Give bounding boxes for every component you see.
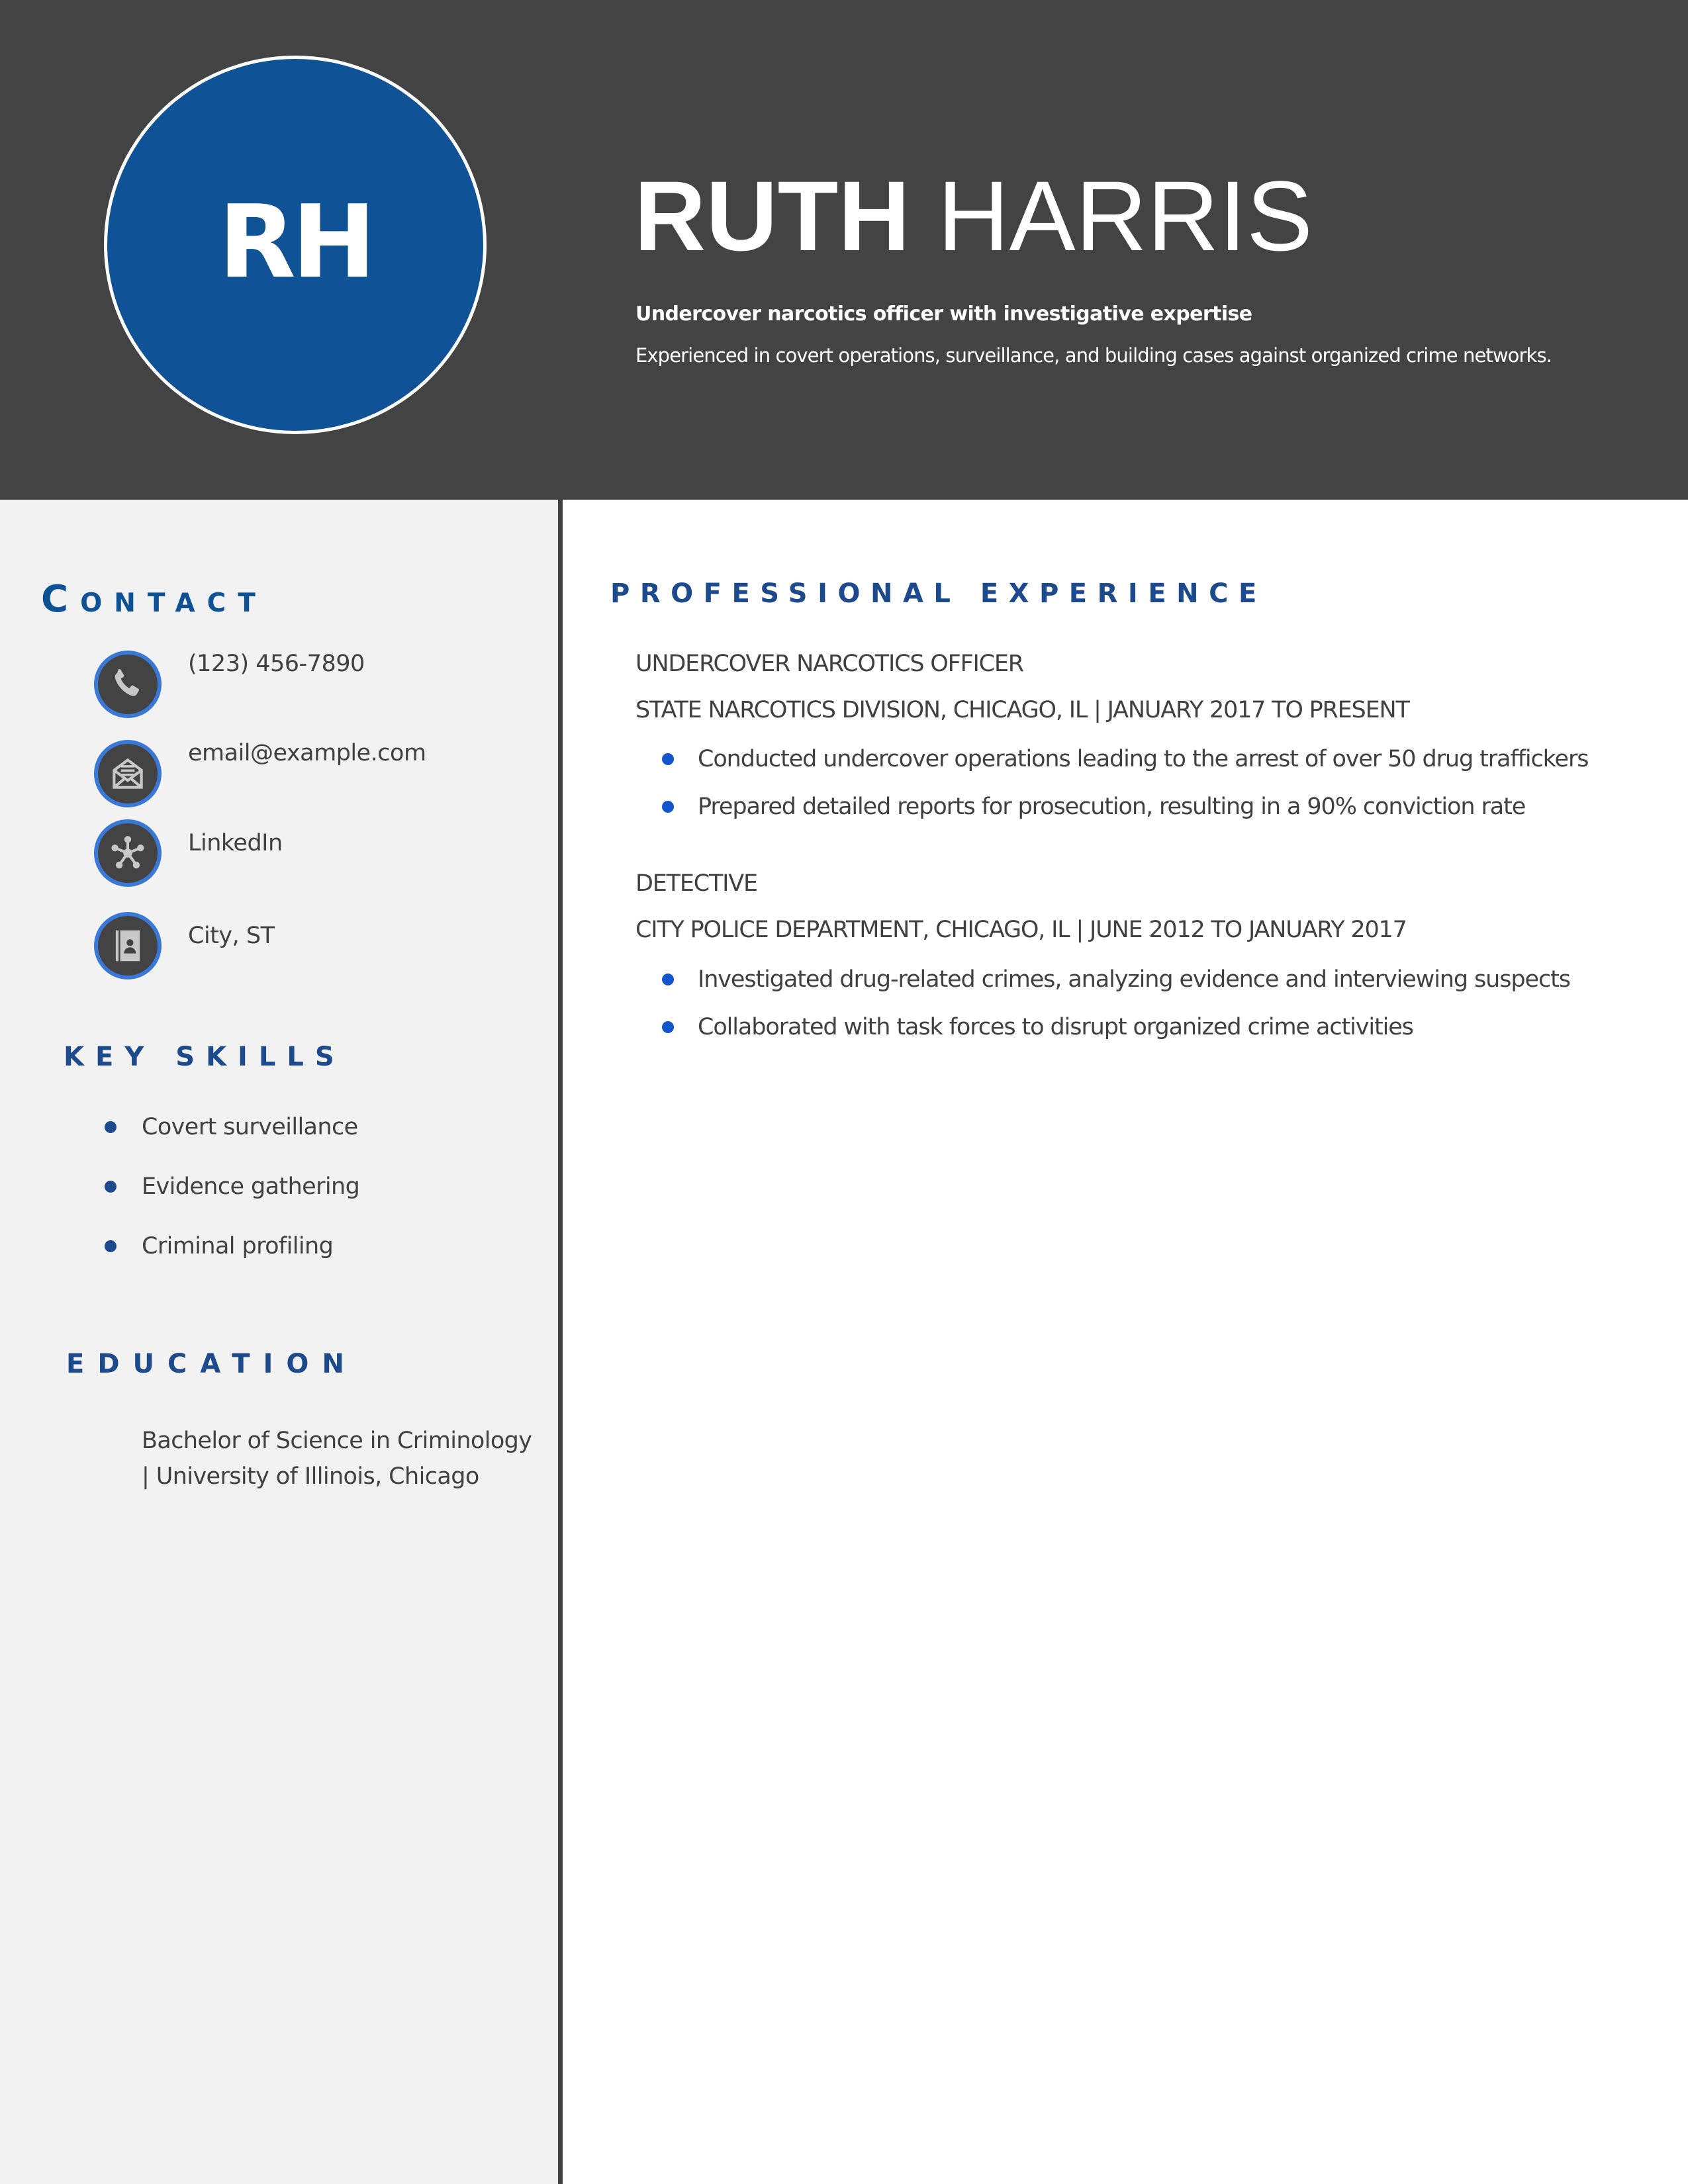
bullet-icon — [662, 1021, 674, 1033]
contact-item-email — [94, 740, 524, 813]
skill-item — [105, 1111, 515, 1144]
email-icon — [94, 740, 162, 807]
bullet-icon — [662, 974, 674, 985]
skill-text: Covert surveillance — [142, 1114, 358, 1140]
job-bullet-text: Collaborated with task forces to disrupt organized crime activities — [698, 1014, 1413, 1040]
experience-heading: PROFESSIONAL EXPERIENCE — [610, 578, 1267, 609]
avatar — [104, 56, 487, 434]
contact-item-location — [94, 912, 524, 985]
job-bullet — [662, 790, 1655, 823]
candidate-name — [634, 156, 1313, 275]
phone-icon — [94, 651, 162, 718]
job-bullet — [662, 1011, 1655, 1044]
job-bullet-text: Investigated drug-related crimes, analyzing evidence and interviewing suspects — [698, 966, 1570, 993]
contact-item-linkedin — [94, 819, 524, 892]
resume-header — [0, 0, 1688, 500]
network-icon — [94, 819, 162, 887]
job-title: DETECTIVE — [635, 870, 757, 897]
job-bullet-text: Conducted undercover operations leading to the arrest of over 50 drug traffickers — [698, 746, 1589, 772]
last-name: HARRIS — [937, 160, 1313, 271]
contact-heading: Contact — [41, 578, 267, 621]
key-skills-heading: KEY SKILLS — [64, 1042, 346, 1072]
summary: Experienced in covert operations, surveillance, and building cases against organized crime networks. — [635, 344, 1552, 367]
address-book-icon — [94, 912, 162, 979]
skill-item — [105, 1170, 515, 1203]
bullet-icon — [662, 753, 674, 765]
job-title: UNDERCOVER NARCOTICS OFFICER — [635, 651, 1023, 677]
contact-email[interactable]: email@example.com — [188, 740, 426, 766]
education-entry: Bachelor of Science in Criminology | University of Illinois, Chicago — [142, 1428, 532, 1490]
job-bullet-text: Prepared detailed reports for prosecution, resulting in a 90% conviction rate — [698, 794, 1526, 820]
skill-text: Criminal profiling — [142, 1233, 334, 1259]
education-heading: EDUCATION — [66, 1349, 357, 1379]
contact-item-phone — [94, 651, 524, 723]
first-name: RUTH — [634, 160, 910, 271]
job-bullet — [662, 743, 1655, 776]
job-bullet — [662, 963, 1655, 996]
skill-text: Evidence gathering — [142, 1173, 360, 1200]
tagline: Undercover narcotics officer with investigative expertise — [635, 302, 1252, 326]
bullet-icon — [105, 1181, 117, 1193]
contact-linkedin[interactable]: LinkedIn — [188, 830, 283, 856]
column-divider — [558, 500, 563, 2184]
bullet-icon — [105, 1240, 117, 1252]
job-company: CITY POLICE DEPARTMENT, CHICAGO, IL | JUNE 2012 TO JANUARY 2017 — [635, 917, 1407, 943]
bullet-icon — [662, 801, 674, 813]
skill-item — [105, 1230, 515, 1263]
avatar-initials: RH — [218, 183, 373, 300]
contact-phone[interactable]: (123) 456-7890 — [188, 651, 365, 677]
contact-location: City, ST — [188, 923, 275, 949]
job-company: STATE NARCOTICS DIVISION, CHICAGO, IL | JANUARY 2017 TO PRESENT — [635, 697, 1409, 723]
bullet-icon — [105, 1121, 117, 1133]
